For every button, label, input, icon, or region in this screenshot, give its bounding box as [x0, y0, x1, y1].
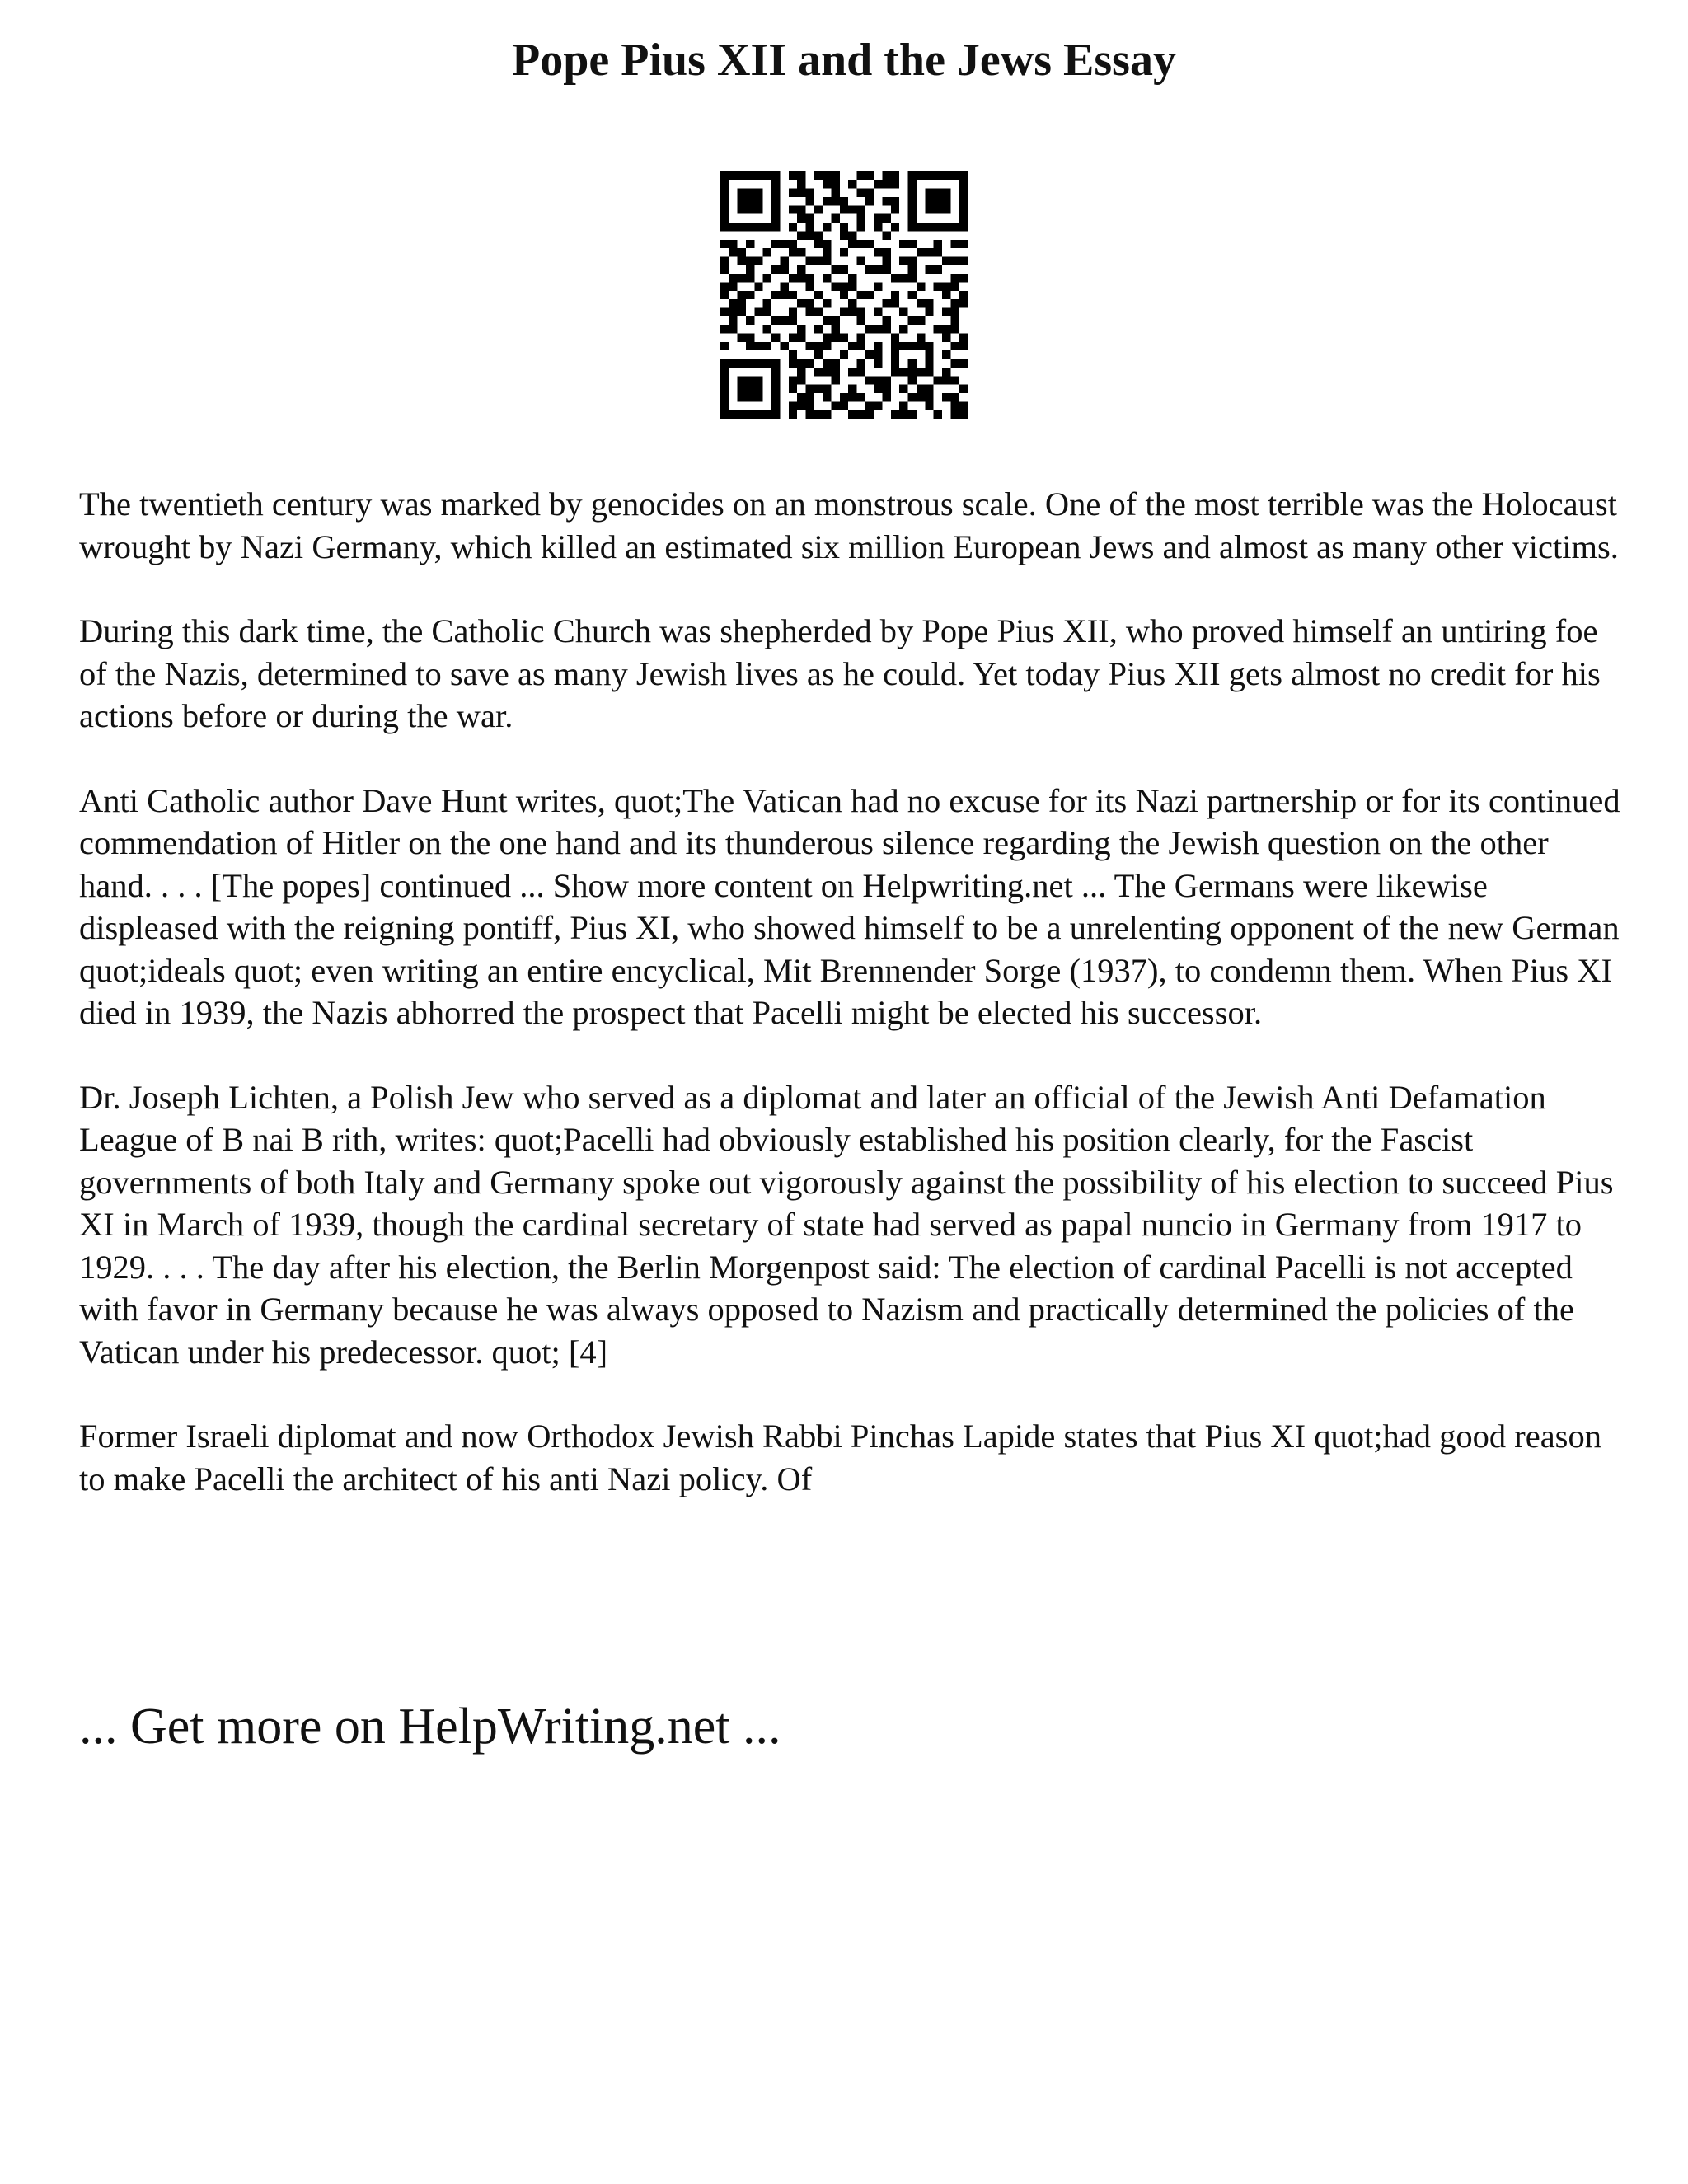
- paragraph-3: Anti Catholic author Dave Hunt writes, quot;The Vatican had no excuse for its Nazi partnership or for its continued commendation of Hitler on the one hand and its thunderous silence regarding the Jewish question on the other hand. . . . [The popes] continued ... Show more content on Helpwriting.net ... The Germans were likewise displeased with the reigning pontiff, Pius XI, who showed himself to be a unrelenting opponent of the new German quot;ideals quot; even writing an entire encyclical, Mit Brennender Sorge (1937), to condemn them. When Pius XI died in 1939, the Nazis abhorred the prospect that Pacelli might be elected his successor.: [79, 781, 1620, 1031]
- page-title: Pope Pius XII and the Jews Essay: [512, 35, 1176, 86]
- paragraph-4: Dr. Joseph Lichten, a Polish Jew who served as a diplomat and later an official of the Jewish Anti Defamation League of B nai B rith, writes: quot;Pacelli had obviously established his position clearly, for the Fascist governments of both Italy and Germany spoke out vigorously against the possibility of his election to succeed Pius XI in March of 1939, though the cardinal secretary of state had served as papal nuncio in Germany from 1917 to 1929. . . . The day after his election, the Berlin Morgenpost said: The election of cardinal Pacelli is not accepted with favor in Germany because he was always opposed to Nazism and practically determined the policies of the Vatican under his predecessor. quot; [4]: [79, 1078, 1614, 1371]
- get-more-link[interactable]: ... Get more on HelpWriting.net ...: [79, 1699, 781, 1755]
- qr-code-icon: [720, 171, 968, 419]
- paragraph-2: During this dark time, the Catholic Church was shepherded by Pope Pius XII, who proved himself an untiring foe of the Nazis, determined to save as many Jewish lives as he could. Yet today Pius XII gets almost no credit for his actions before or during the war.: [79, 612, 1601, 734]
- paragraph-5: Former Israeli diplomat and now Orthodox Jewish Rabbi Pinchas Lapide states that Pius XI quot;had good reason to make Pacelli the architect of his anti Nazi policy. Of: [79, 1418, 1601, 1497]
- paragraph-1: The twentieth century was marked by genocides on an monstrous scale. One of the most terrible was the Holocaust wrought by Nazi Germany, which killed an estimated six million European Jews and almost as many other victims.: [79, 485, 1619, 565]
- essay-body: [79, 483, 1629, 1542]
